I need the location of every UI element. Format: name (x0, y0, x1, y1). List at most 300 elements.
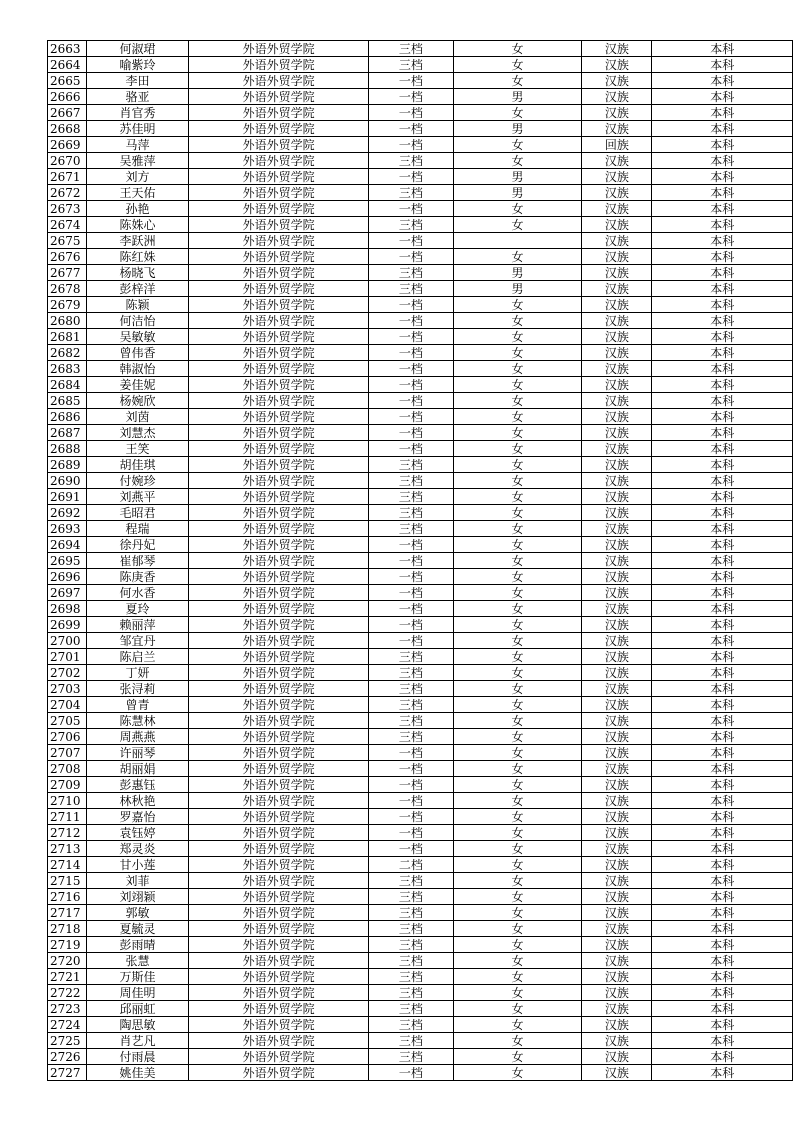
college-cell: 外语外贸学院 (189, 169, 369, 185)
ethnicity-cell: 汉族 (582, 745, 652, 761)
name-cell: 杨婉欣 (86, 393, 188, 409)
gender-cell: 女 (453, 617, 582, 633)
college-cell: 外语外贸学院 (189, 377, 369, 393)
education-level-cell: 本科 (652, 345, 793, 361)
ethnicity-cell: 汉族 (582, 409, 652, 425)
row-number-cell: 2679 (48, 297, 87, 313)
education-level-cell: 本科 (652, 601, 793, 617)
college-cell: 外语外贸学院 (189, 249, 369, 265)
education-level-cell: 本科 (652, 297, 793, 313)
table-row (48, 313, 793, 329)
grade-level-cell: 三档 (369, 905, 454, 921)
ethnicity-cell: 汉族 (582, 585, 652, 601)
grade-level-cell: 三档 (369, 665, 454, 681)
college-cell: 外语外贸学院 (189, 121, 369, 137)
grade-level-cell: 一档 (369, 201, 454, 217)
row-number-cell: 2702 (48, 665, 87, 681)
gender-cell: 女 (453, 953, 582, 969)
ethnicity-cell: 汉族 (582, 761, 652, 777)
gender-cell: 女 (453, 505, 582, 521)
college-cell: 外语外贸学院 (189, 665, 369, 681)
ethnicity-cell: 汉族 (582, 121, 652, 137)
table-row (48, 377, 793, 393)
ethnicity-cell: 汉族 (582, 985, 652, 1001)
table-row (48, 985, 793, 1001)
gender-cell: 女 (453, 921, 582, 937)
grade-level-cell: 一档 (369, 809, 454, 825)
education-level-cell: 本科 (652, 569, 793, 585)
grade-level-cell: 一档 (369, 377, 454, 393)
grade-level-cell: 三档 (369, 281, 454, 297)
row-number-cell: 2684 (48, 377, 87, 393)
college-cell: 外语外贸学院 (189, 1001, 369, 1017)
table-row (48, 121, 793, 137)
college-cell: 外语外贸学院 (189, 1049, 369, 1065)
name-cell: 李田 (86, 73, 188, 89)
education-level-cell: 本科 (652, 681, 793, 697)
gender-cell: 男 (453, 121, 582, 137)
gender-cell: 女 (453, 249, 582, 265)
education-level-cell: 本科 (652, 985, 793, 1001)
table-row (48, 169, 793, 185)
name-cell: 陈姝心 (86, 217, 188, 233)
education-level-cell: 本科 (652, 265, 793, 281)
table-row (48, 953, 793, 969)
grade-level-cell: 三档 (369, 921, 454, 937)
table-row (48, 777, 793, 793)
ethnicity-cell: 汉族 (582, 1065, 652, 1081)
table-row (48, 809, 793, 825)
education-level-cell: 本科 (652, 617, 793, 633)
grade-level-cell: 一档 (369, 249, 454, 265)
ethnicity-cell: 汉族 (582, 857, 652, 873)
row-number-cell: 2705 (48, 713, 87, 729)
table-row (48, 873, 793, 889)
gender-cell (453, 233, 582, 249)
college-cell: 外语外贸学院 (189, 729, 369, 745)
education-level-cell: 本科 (652, 1033, 793, 1049)
ethnicity-cell: 汉族 (582, 425, 652, 441)
row-number-cell: 2709 (48, 777, 87, 793)
name-cell: 陈红姝 (86, 249, 188, 265)
table-row (48, 73, 793, 89)
gender-cell: 男 (453, 265, 582, 281)
college-cell: 外语外贸学院 (189, 889, 369, 905)
grade-level-cell: 一档 (369, 745, 454, 761)
grade-level-cell: 一档 (369, 121, 454, 137)
education-level-cell: 本科 (652, 761, 793, 777)
gender-cell: 女 (453, 1049, 582, 1065)
grade-level-cell: 三档 (369, 985, 454, 1001)
table-row (48, 729, 793, 745)
name-cell: 刘方 (86, 169, 188, 185)
row-number-cell: 2668 (48, 121, 87, 137)
education-level-cell: 本科 (652, 665, 793, 681)
grade-level-cell: 一档 (369, 617, 454, 633)
table-row (48, 585, 793, 601)
ethnicity-cell: 汉族 (582, 105, 652, 121)
education-level-cell: 本科 (652, 281, 793, 297)
name-cell: 刘燕平 (86, 489, 188, 505)
education-level-cell: 本科 (652, 441, 793, 457)
college-cell: 外语外贸学院 (189, 1033, 369, 1049)
education-level-cell: 本科 (652, 553, 793, 569)
gender-cell: 女 (453, 809, 582, 825)
grade-level-cell: 三档 (369, 873, 454, 889)
ethnicity-cell: 汉族 (582, 361, 652, 377)
education-level-cell: 本科 (652, 585, 793, 601)
college-cell: 外语外贸学院 (189, 857, 369, 873)
education-level-cell: 本科 (652, 777, 793, 793)
grade-level-cell: 一档 (369, 633, 454, 649)
row-number-cell: 2696 (48, 569, 87, 585)
row-number-cell: 2674 (48, 217, 87, 233)
grade-level-cell: 一档 (369, 297, 454, 313)
gender-cell: 女 (453, 713, 582, 729)
table-row (48, 825, 793, 841)
college-cell: 外语外贸学院 (189, 713, 369, 729)
ethnicity-cell: 汉族 (582, 553, 652, 569)
row-number-cell: 2664 (48, 57, 87, 73)
row-number-cell: 2667 (48, 105, 87, 121)
ethnicity-cell: 汉族 (582, 1033, 652, 1049)
college-cell: 外语外贸学院 (189, 873, 369, 889)
name-cell: 陈慧林 (86, 713, 188, 729)
ethnicity-cell: 汉族 (582, 233, 652, 249)
ethnicity-cell: 汉族 (582, 649, 652, 665)
grade-level-cell: 一档 (369, 409, 454, 425)
name-cell: 苏佳明 (86, 121, 188, 137)
ethnicity-cell: 汉族 (582, 537, 652, 553)
row-number-cell: 2719 (48, 937, 87, 953)
table-row (48, 473, 793, 489)
grade-level-cell: 一档 (369, 793, 454, 809)
gender-cell: 女 (453, 825, 582, 841)
ethnicity-cell: 汉族 (582, 937, 652, 953)
ethnicity-cell: 汉族 (582, 729, 652, 745)
ethnicity-cell: 汉族 (582, 969, 652, 985)
name-cell: 付婉珍 (86, 473, 188, 489)
education-level-cell: 本科 (652, 233, 793, 249)
education-level-cell: 本科 (652, 537, 793, 553)
college-cell: 外语外贸学院 (189, 361, 369, 377)
name-cell: 陶思敏 (86, 1017, 188, 1033)
name-cell: 姜佳妮 (86, 377, 188, 393)
grade-level-cell: 三档 (369, 1049, 454, 1065)
college-cell: 外语外贸学院 (189, 921, 369, 937)
name-cell: 曾伟香 (86, 345, 188, 361)
table-row (48, 1001, 793, 1017)
college-cell: 外语外贸学院 (189, 585, 369, 601)
row-number-cell: 2700 (48, 633, 87, 649)
name-cell: 彭雨晴 (86, 937, 188, 953)
education-level-cell: 本科 (652, 153, 793, 169)
gender-cell: 女 (453, 633, 582, 649)
education-level-cell: 本科 (652, 905, 793, 921)
ethnicity-cell: 汉族 (582, 873, 652, 889)
gender-cell: 女 (453, 1017, 582, 1033)
row-number-cell: 2716 (48, 889, 87, 905)
education-level-cell: 本科 (652, 713, 793, 729)
row-number-cell: 2681 (48, 329, 87, 345)
grade-level-cell: 一档 (369, 585, 454, 601)
name-cell: 李跃洲 (86, 233, 188, 249)
education-level-cell: 本科 (652, 825, 793, 841)
education-level-cell: 本科 (652, 41, 793, 57)
grade-level-cell: 三档 (369, 41, 454, 57)
row-number-cell: 2721 (48, 969, 87, 985)
college-cell: 外语外贸学院 (189, 73, 369, 89)
grade-level-cell: 一档 (369, 841, 454, 857)
name-cell: 何洁怡 (86, 313, 188, 329)
name-cell: 何水香 (86, 585, 188, 601)
ethnicity-cell: 汉族 (582, 889, 652, 905)
ethnicity-cell: 汉族 (582, 393, 652, 409)
name-cell: 刘慧杰 (86, 425, 188, 441)
row-number-cell: 2707 (48, 745, 87, 761)
row-number-cell: 2710 (48, 793, 87, 809)
table-row (48, 393, 793, 409)
college-cell: 外语外贸学院 (189, 105, 369, 121)
name-cell: 甘小莲 (86, 857, 188, 873)
college-cell: 外语外贸学院 (189, 985, 369, 1001)
gender-cell: 女 (453, 969, 582, 985)
row-number-cell: 2720 (48, 953, 87, 969)
college-cell: 外语外贸学院 (189, 217, 369, 233)
ethnicity-cell: 汉族 (582, 1017, 652, 1033)
table-row (48, 857, 793, 873)
table-row (48, 921, 793, 937)
ethnicity-cell: 汉族 (582, 521, 652, 537)
gender-cell: 女 (453, 777, 582, 793)
education-level-cell: 本科 (652, 729, 793, 745)
row-number-cell: 2670 (48, 153, 87, 169)
gender-cell: 女 (453, 553, 582, 569)
table-row (48, 633, 793, 649)
ethnicity-cell: 汉族 (582, 505, 652, 521)
education-level-cell: 本科 (652, 137, 793, 153)
gender-cell: 男 (453, 281, 582, 297)
table-row (48, 361, 793, 377)
grade-level-cell: 一档 (369, 777, 454, 793)
table-row (48, 761, 793, 777)
table-row (48, 409, 793, 425)
college-cell: 外语外贸学院 (189, 825, 369, 841)
grade-level-cell: 一档 (369, 105, 454, 121)
gender-cell: 女 (453, 473, 582, 489)
name-cell: 胡佳琪 (86, 457, 188, 473)
grade-level-cell: 一档 (369, 825, 454, 841)
gender-cell: 女 (453, 329, 582, 345)
education-level-cell: 本科 (652, 1017, 793, 1033)
gender-cell: 女 (453, 745, 582, 761)
ethnicity-cell: 汉族 (582, 201, 652, 217)
ethnicity-cell: 汉族 (582, 281, 652, 297)
ethnicity-cell: 汉族 (582, 1001, 652, 1017)
name-cell: 曾青 (86, 697, 188, 713)
ethnicity-cell: 汉族 (582, 697, 652, 713)
ethnicity-cell: 汉族 (582, 1049, 652, 1065)
gender-cell: 女 (453, 41, 582, 57)
education-level-cell: 本科 (652, 409, 793, 425)
grade-level-cell: 三档 (369, 489, 454, 505)
education-level-cell: 本科 (652, 969, 793, 985)
college-cell: 外语外贸学院 (189, 649, 369, 665)
gender-cell: 女 (453, 313, 582, 329)
education-level-cell: 本科 (652, 57, 793, 73)
education-level-cell: 本科 (652, 89, 793, 105)
grade-level-cell: 一档 (369, 1065, 454, 1081)
education-level-cell: 本科 (652, 185, 793, 201)
college-cell: 外语外贸学院 (189, 313, 369, 329)
gender-cell: 女 (453, 217, 582, 233)
ethnicity-cell: 汉族 (582, 681, 652, 697)
table-row (48, 889, 793, 905)
table-row (48, 217, 793, 233)
row-number-cell: 2689 (48, 457, 87, 473)
gender-cell: 女 (453, 857, 582, 873)
college-cell: 外语外贸学院 (189, 953, 369, 969)
grade-level-cell: 一档 (369, 345, 454, 361)
row-number-cell: 2722 (48, 985, 87, 1001)
row-number-cell: 2685 (48, 393, 87, 409)
gender-cell: 女 (453, 937, 582, 953)
college-cell: 外语外贸学院 (189, 265, 369, 281)
table-row (48, 1049, 793, 1065)
table-row (48, 601, 793, 617)
college-cell: 外语外贸学院 (189, 937, 369, 953)
table-row (48, 713, 793, 729)
college-cell: 外语外贸学院 (189, 761, 369, 777)
grade-level-cell: 三档 (369, 713, 454, 729)
name-cell: 夏玲 (86, 601, 188, 617)
grade-level-cell: 一档 (369, 393, 454, 409)
gender-cell: 女 (453, 361, 582, 377)
college-cell: 外语外贸学院 (189, 425, 369, 441)
name-cell: 郭敏 (86, 905, 188, 921)
ethnicity-cell: 汉族 (582, 601, 652, 617)
grade-level-cell: 三档 (369, 969, 454, 985)
name-cell: 王笑 (86, 441, 188, 457)
gender-cell: 女 (453, 681, 582, 697)
education-level-cell: 本科 (652, 841, 793, 857)
gender-cell: 女 (453, 409, 582, 425)
gender-cell: 女 (453, 585, 582, 601)
gender-cell: 女 (453, 569, 582, 585)
ethnicity-cell: 汉族 (582, 41, 652, 57)
gender-cell: 女 (453, 793, 582, 809)
education-level-cell: 本科 (652, 649, 793, 665)
name-cell: 陈庚香 (86, 569, 188, 585)
row-number-cell: 2724 (48, 1017, 87, 1033)
ethnicity-cell: 汉族 (582, 185, 652, 201)
education-level-cell: 本科 (652, 793, 793, 809)
grade-level-cell: 三档 (369, 697, 454, 713)
ethnicity-cell: 汉族 (582, 441, 652, 457)
college-cell: 外语外贸学院 (189, 905, 369, 921)
education-level-cell: 本科 (652, 73, 793, 89)
name-cell: 刘茵 (86, 409, 188, 425)
ethnicity-cell: 汉族 (582, 265, 652, 281)
name-cell: 罗嘉怡 (86, 809, 188, 825)
name-cell: 喻紫玲 (86, 57, 188, 73)
gender-cell: 女 (453, 377, 582, 393)
table-row (48, 1065, 793, 1081)
name-cell: 姚佳美 (86, 1065, 188, 1081)
grade-level-cell: 一档 (369, 441, 454, 457)
grade-level-cell: 三档 (369, 953, 454, 969)
gender-cell: 女 (453, 297, 582, 313)
gender-cell: 女 (453, 1033, 582, 1049)
college-cell: 外语外贸学院 (189, 393, 369, 409)
row-number-cell: 2697 (48, 585, 87, 601)
ethnicity-cell: 汉族 (582, 841, 652, 857)
college-cell: 外语外贸学院 (189, 809, 369, 825)
gender-cell: 女 (453, 393, 582, 409)
ethnicity-cell: 汉族 (582, 297, 652, 313)
table-row (48, 329, 793, 345)
row-number-cell: 2726 (48, 1049, 87, 1065)
college-cell: 外语外贸学院 (189, 569, 369, 585)
row-number-cell: 2672 (48, 185, 87, 201)
table-row (48, 345, 793, 361)
ethnicity-cell: 汉族 (582, 457, 652, 473)
name-cell: 韩淑怡 (86, 361, 188, 377)
college-cell: 外语外贸学院 (189, 137, 369, 153)
education-level-cell: 本科 (652, 521, 793, 537)
grade-level-cell: 一档 (369, 569, 454, 585)
gender-cell: 女 (453, 601, 582, 617)
grade-level-cell: 三档 (369, 217, 454, 233)
table-row (48, 153, 793, 169)
row-number-cell: 2711 (48, 809, 87, 825)
name-cell: 万斯佳 (86, 969, 188, 985)
name-cell: 崔郁琴 (86, 553, 188, 569)
college-cell: 外语外贸学院 (189, 793, 369, 809)
name-cell: 林秋艳 (86, 793, 188, 809)
name-cell: 骆亚 (86, 89, 188, 105)
grade-level-cell: 三档 (369, 505, 454, 521)
name-cell: 夏毓灵 (86, 921, 188, 937)
table-row (48, 905, 793, 921)
grade-level-cell: 一档 (369, 553, 454, 569)
education-level-cell: 本科 (652, 633, 793, 649)
name-cell: 丁妍 (86, 665, 188, 681)
table-row (48, 617, 793, 633)
ethnicity-cell: 汉族 (582, 89, 652, 105)
education-level-cell: 本科 (652, 873, 793, 889)
gender-cell: 女 (453, 841, 582, 857)
ethnicity-cell: 汉族 (582, 825, 652, 841)
name-cell: 周佳明 (86, 985, 188, 1001)
ethnicity-cell: 汉族 (582, 73, 652, 89)
row-number-cell: 2713 (48, 841, 87, 857)
college-cell: 外语外贸学院 (189, 777, 369, 793)
name-cell: 杨晓飞 (86, 265, 188, 281)
table-row (48, 681, 793, 697)
ethnicity-cell: 汉族 (582, 953, 652, 969)
education-level-cell: 本科 (652, 889, 793, 905)
row-number-cell: 2673 (48, 201, 87, 217)
college-cell: 外语外贸学院 (189, 57, 369, 73)
grade-level-cell: 三档 (369, 473, 454, 489)
college-cell: 外语外贸学院 (189, 409, 369, 425)
table-row (48, 1033, 793, 1049)
gender-cell: 女 (453, 137, 582, 153)
table-row (48, 505, 793, 521)
table-row (48, 569, 793, 585)
college-cell: 外语外贸学院 (189, 633, 369, 649)
